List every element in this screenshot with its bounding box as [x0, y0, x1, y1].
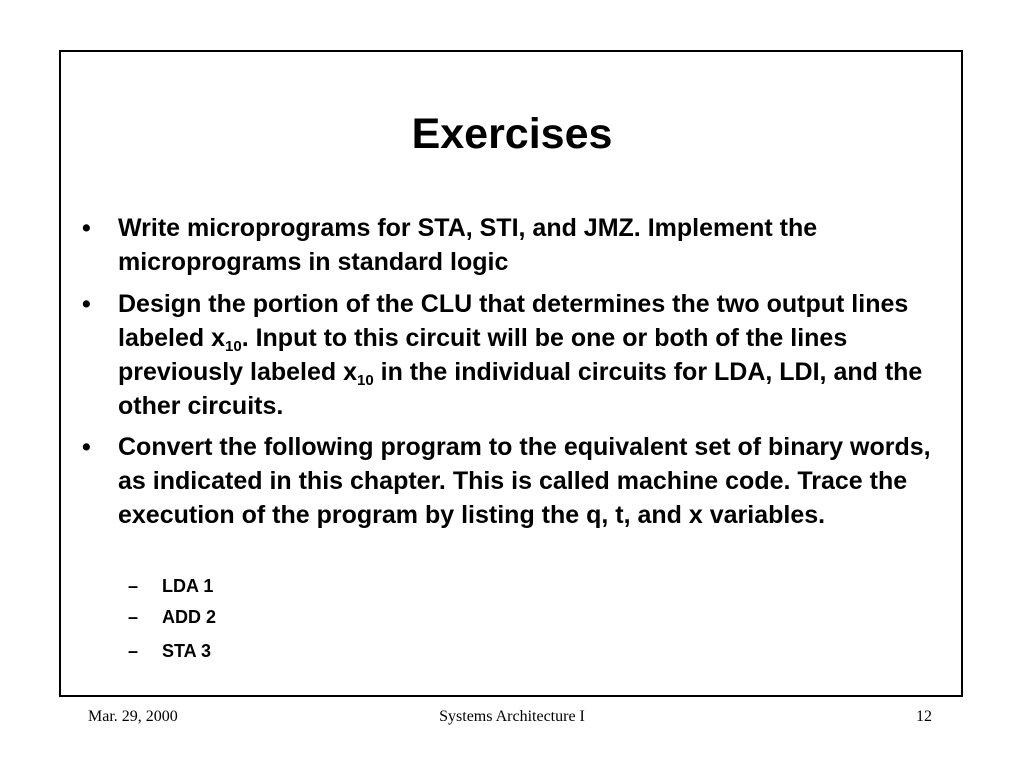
footer-page-number: 12 [916, 708, 932, 725]
sub-item-text-2: ADD 2 [162, 607, 217, 627]
slide-title: Exercises [411, 110, 613, 158]
subscript-10-a: 10 [225, 338, 242, 355]
bullet-text-3: Convert the following program to the equivalent set of binary words, as indicated in this chapter. This is called machine code. Trace the execution of the program by listing the q, t, and x variables. [118, 433, 931, 529]
sub-item-text-1: LDA 1 [162, 576, 214, 596]
footer-date: Mar. 29, 2000 [88, 708, 178, 725]
bullet-marker: • [82, 214, 91, 242]
sub-item-text-3: STA 3 [162, 641, 212, 661]
subscript-10-b: 10 [357, 372, 374, 389]
bullet-text-2-part-3: in the individual circuits for LDA, LDI, and the other circuits. [118, 358, 923, 420]
bullet-text-2-part-2: . Input to this circuit will be one or both of the lines previously labeled x [118, 324, 848, 386]
bullet-marker: • [82, 290, 91, 318]
dash-marker: – [128, 576, 139, 596]
dash-marker: – [128, 607, 139, 627]
bullet-marker: • [82, 433, 91, 461]
dash-marker: – [128, 641, 139, 661]
bullet-text-2 [118, 287, 964, 423]
footer-course: Systems Architecture I [439, 708, 585, 725]
bullet-text-1: Write microprograms for STA, STI, and JMZ. Implement the microprograms in standard logic [118, 214, 818, 276]
bullet-text-2-part-1: Design the portion of the CLU that determines the two output lines labeled x [118, 290, 909, 352]
